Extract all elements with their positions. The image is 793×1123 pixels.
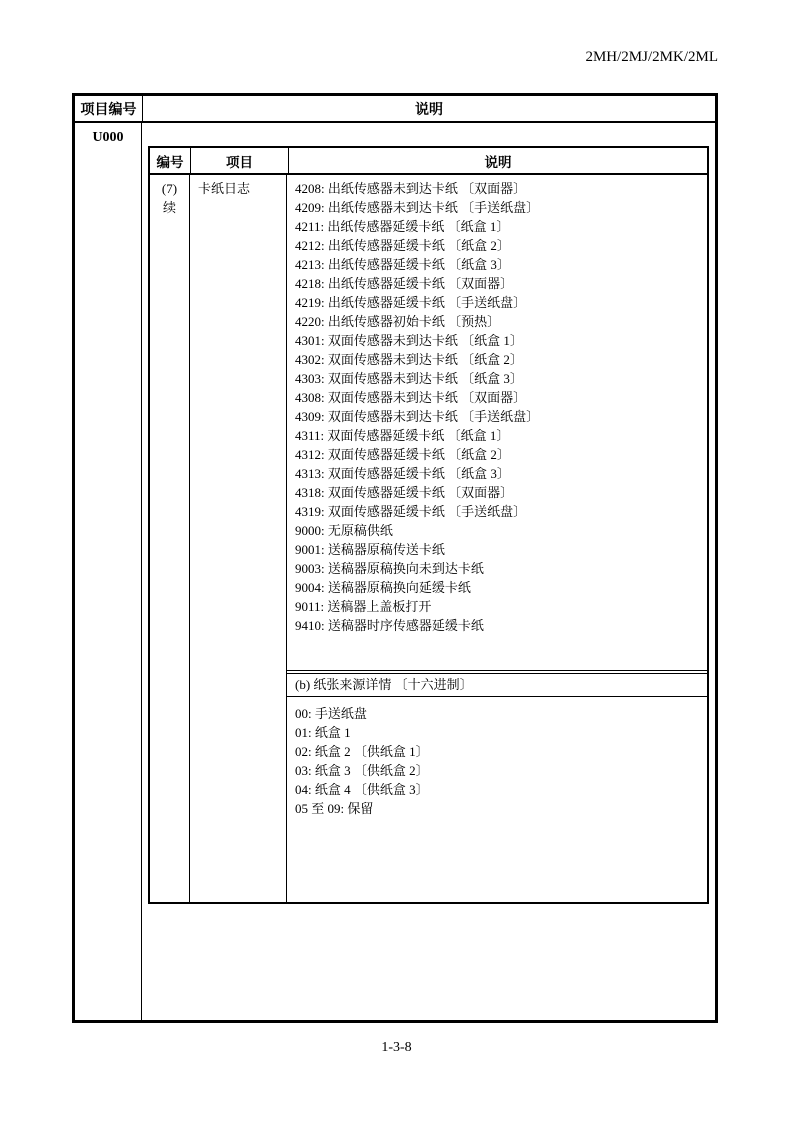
- jam-code-line: 9001: 送稿器原稿传送卡纸: [295, 542, 445, 557]
- paper-source-line: 04: 纸盒 4 〔供纸盒 3〕: [295, 782, 429, 797]
- paper-source-line: 05 至 09: 保留: [295, 801, 374, 816]
- jam-code-line: 9410: 送稿器时序传感器延缓卡纸: [295, 618, 484, 633]
- row-number-continued: 续: [162, 200, 176, 215]
- jam-code-line: 9011: 送稿器上盖板打开: [295, 599, 432, 614]
- jam-code-line: 4218: 出纸传感器延缓卡纸 〔双面器〕: [295, 276, 514, 291]
- paper-source-line: 02: 纸盒 2 〔供纸盒 1〕: [295, 744, 429, 759]
- paper-source-list: [287, 697, 707, 902]
- paper-source-line: 00: 手送纸盘: [295, 706, 367, 721]
- row-detail-cell: [287, 175, 707, 902]
- paper-source-line: 01: 纸盒 1: [295, 725, 351, 740]
- col-header-detail: 说明: [484, 154, 512, 170]
- jam-code-line: 4309: 双面传感器未到达卡纸 〔手送纸盘〕: [295, 409, 540, 424]
- jam-code-line: 4318: 双面传感器延缓卡纸 〔双面器〕: [295, 485, 514, 500]
- col-header-description: 说明: [415, 102, 443, 118]
- jam-code-list: [287, 175, 707, 671]
- row-number-cell: [150, 175, 190, 902]
- jam-code-line: 4302: 双面传感器未到达卡纸 〔纸盒 2〕: [295, 352, 523, 367]
- jam-code-line: 4211: 出纸传感器延缓卡纸 〔纸盒 1〕: [295, 219, 510, 234]
- jam-code-line: 4311: 双面传感器延缓卡纸 〔纸盒 1〕: [295, 428, 510, 443]
- detail-table-header-row: [150, 148, 707, 175]
- item-number-cell: U000: [75, 123, 142, 1020]
- spec-table-header-row: [75, 96, 715, 123]
- col-header-item-number: 项目编号: [75, 96, 143, 121]
- paper-source-line: 03: 纸盒 3 〔供纸盒 2〕: [295, 763, 429, 778]
- jam-code-line: 4212: 出纸传感器延缓卡纸 〔纸盒 2〕: [295, 238, 510, 253]
- jam-code-line: 4313: 双面传感器延缓卡纸 〔纸盒 3〕: [295, 466, 510, 481]
- col-header-number: 编号: [150, 148, 191, 173]
- jam-code-line: 4220: 出纸传感器初始卡纸 〔预热〕: [295, 314, 501, 329]
- jam-code-line: 4209: 出纸传感器未到达卡纸 〔手送纸盘〕: [295, 200, 540, 215]
- detail-table-body: [150, 175, 707, 902]
- section-b-title: (b) 纸张来源详情 〔十六进制〕: [287, 673, 707, 697]
- document-code: 2MH/2MJ/2MK/2ML: [585, 49, 718, 65]
- jam-code-line: 4208: 出纸传感器未到达卡纸 〔双面器〕: [295, 181, 527, 196]
- jam-code-line: 4219: 出纸传感器延缓卡纸 〔手送纸盘〕: [295, 295, 527, 310]
- detail-table: [148, 146, 709, 904]
- jam-code-line: 4319: 双面传感器延缓卡纸 〔手送纸盘〕: [295, 504, 527, 519]
- jam-code-line: 4213: 出纸传感器延缓卡纸 〔纸盒 3〕: [295, 257, 510, 272]
- row-item-cell: 卡纸日志: [190, 175, 287, 902]
- spec-table: [72, 93, 718, 1023]
- row-number: (7): [161, 181, 178, 196]
- jam-code-line: 9004: 送稿器原稿换向延缓卡纸: [295, 580, 471, 595]
- page-number: 1-3-8: [381, 1040, 412, 1055]
- jam-code-line: 4308: 双面传感器未到达卡纸 〔双面器〕: [295, 390, 527, 405]
- description-cell: [142, 123, 715, 1020]
- jam-code-line: 4303: 双面传感器未到达卡纸 〔纸盒 3〕: [295, 371, 523, 386]
- jam-code-line: 4312: 双面传感器延缓卡纸 〔纸盒 2〕: [295, 447, 510, 462]
- jam-code-line: 9000: 无原稿供纸: [295, 523, 393, 538]
- jam-code-line: 4301: 双面传感器未到达卡纸 〔纸盒 1〕: [295, 333, 523, 348]
- jam-code-line: 9003: 送稿器原稿换向未到达卡纸: [295, 561, 484, 576]
- col-header-item: 项目: [191, 148, 289, 173]
- spec-table-body-row: [75, 123, 715, 1020]
